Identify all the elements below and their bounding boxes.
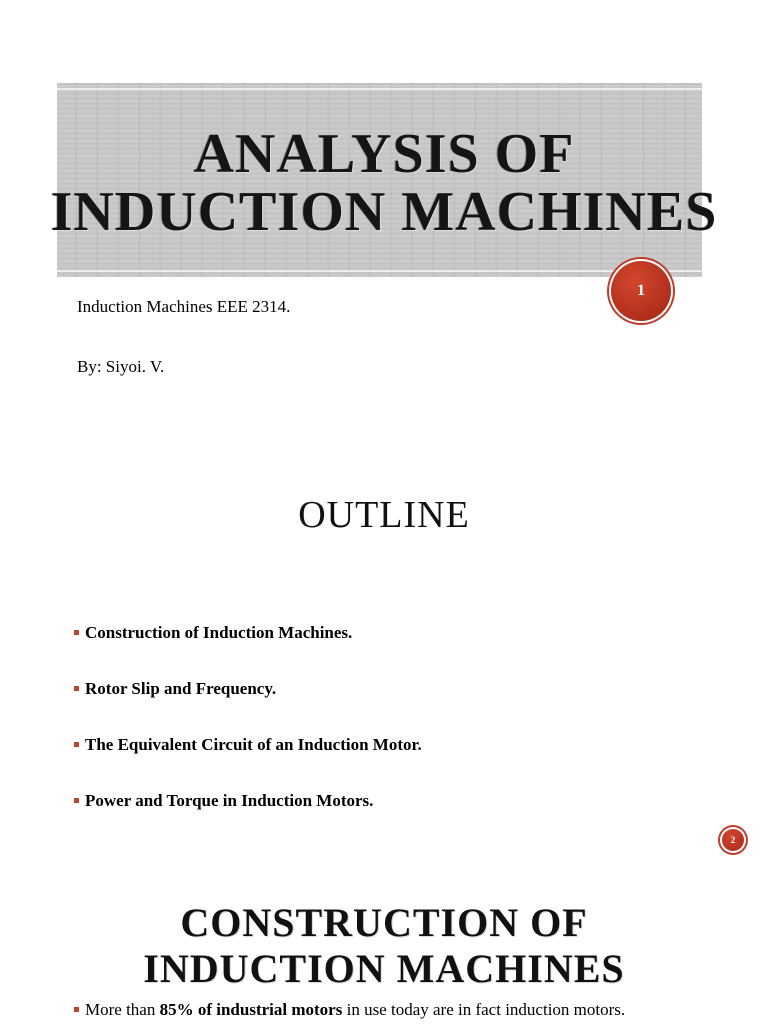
construction-heading xyxy=(0,900,768,992)
slide-title-line-2: INDUCTION MACHINES xyxy=(50,181,718,243)
bullet-square-icon xyxy=(74,742,79,747)
slide-number-badge-2 xyxy=(720,827,746,853)
bullet-text-prefix: More than xyxy=(85,1000,160,1019)
outline-item xyxy=(74,790,714,846)
slide-number: 1 xyxy=(637,282,645,299)
bullet-square-icon xyxy=(74,630,79,635)
bullet-text-suffix: in use today are in fact induction motors. xyxy=(342,1000,626,1019)
construction-bullet xyxy=(74,999,625,1021)
bullet-text-emphasis: 85% of industrial motors xyxy=(159,1000,343,1019)
slide-number-badge-1 xyxy=(609,259,673,323)
outline-list xyxy=(74,622,714,846)
outline-heading: OUTLINE xyxy=(298,494,470,536)
slide-title-line-1: ANALYSIS OF xyxy=(193,123,575,185)
author-subtitle: By: Siyoi. V. xyxy=(77,357,165,376)
outline-item-text: Power and Torque in Induction Motors. xyxy=(85,791,374,810)
bullet-square-icon xyxy=(74,686,79,691)
slide-number: 2 xyxy=(730,835,736,845)
course-subtitle: Induction Machines EEE 2314. xyxy=(77,297,291,316)
outline-item xyxy=(74,622,714,678)
outline-item-text: The Equivalent Circuit of an Induction Motor. xyxy=(85,735,422,754)
outline-item-text: Rotor Slip and Frequency. xyxy=(85,679,277,698)
outline-item xyxy=(74,678,714,734)
construction-heading-line-1: CONSTRUCTION OF xyxy=(180,900,588,945)
outline-item-text: Construction of Induction Machines. xyxy=(85,623,353,642)
bullet-square-icon xyxy=(74,1007,79,1012)
construction-heading-line-2: INDUCTION MACHINES xyxy=(143,946,625,991)
outline-item xyxy=(74,734,714,790)
bullet-square-icon xyxy=(74,798,79,803)
